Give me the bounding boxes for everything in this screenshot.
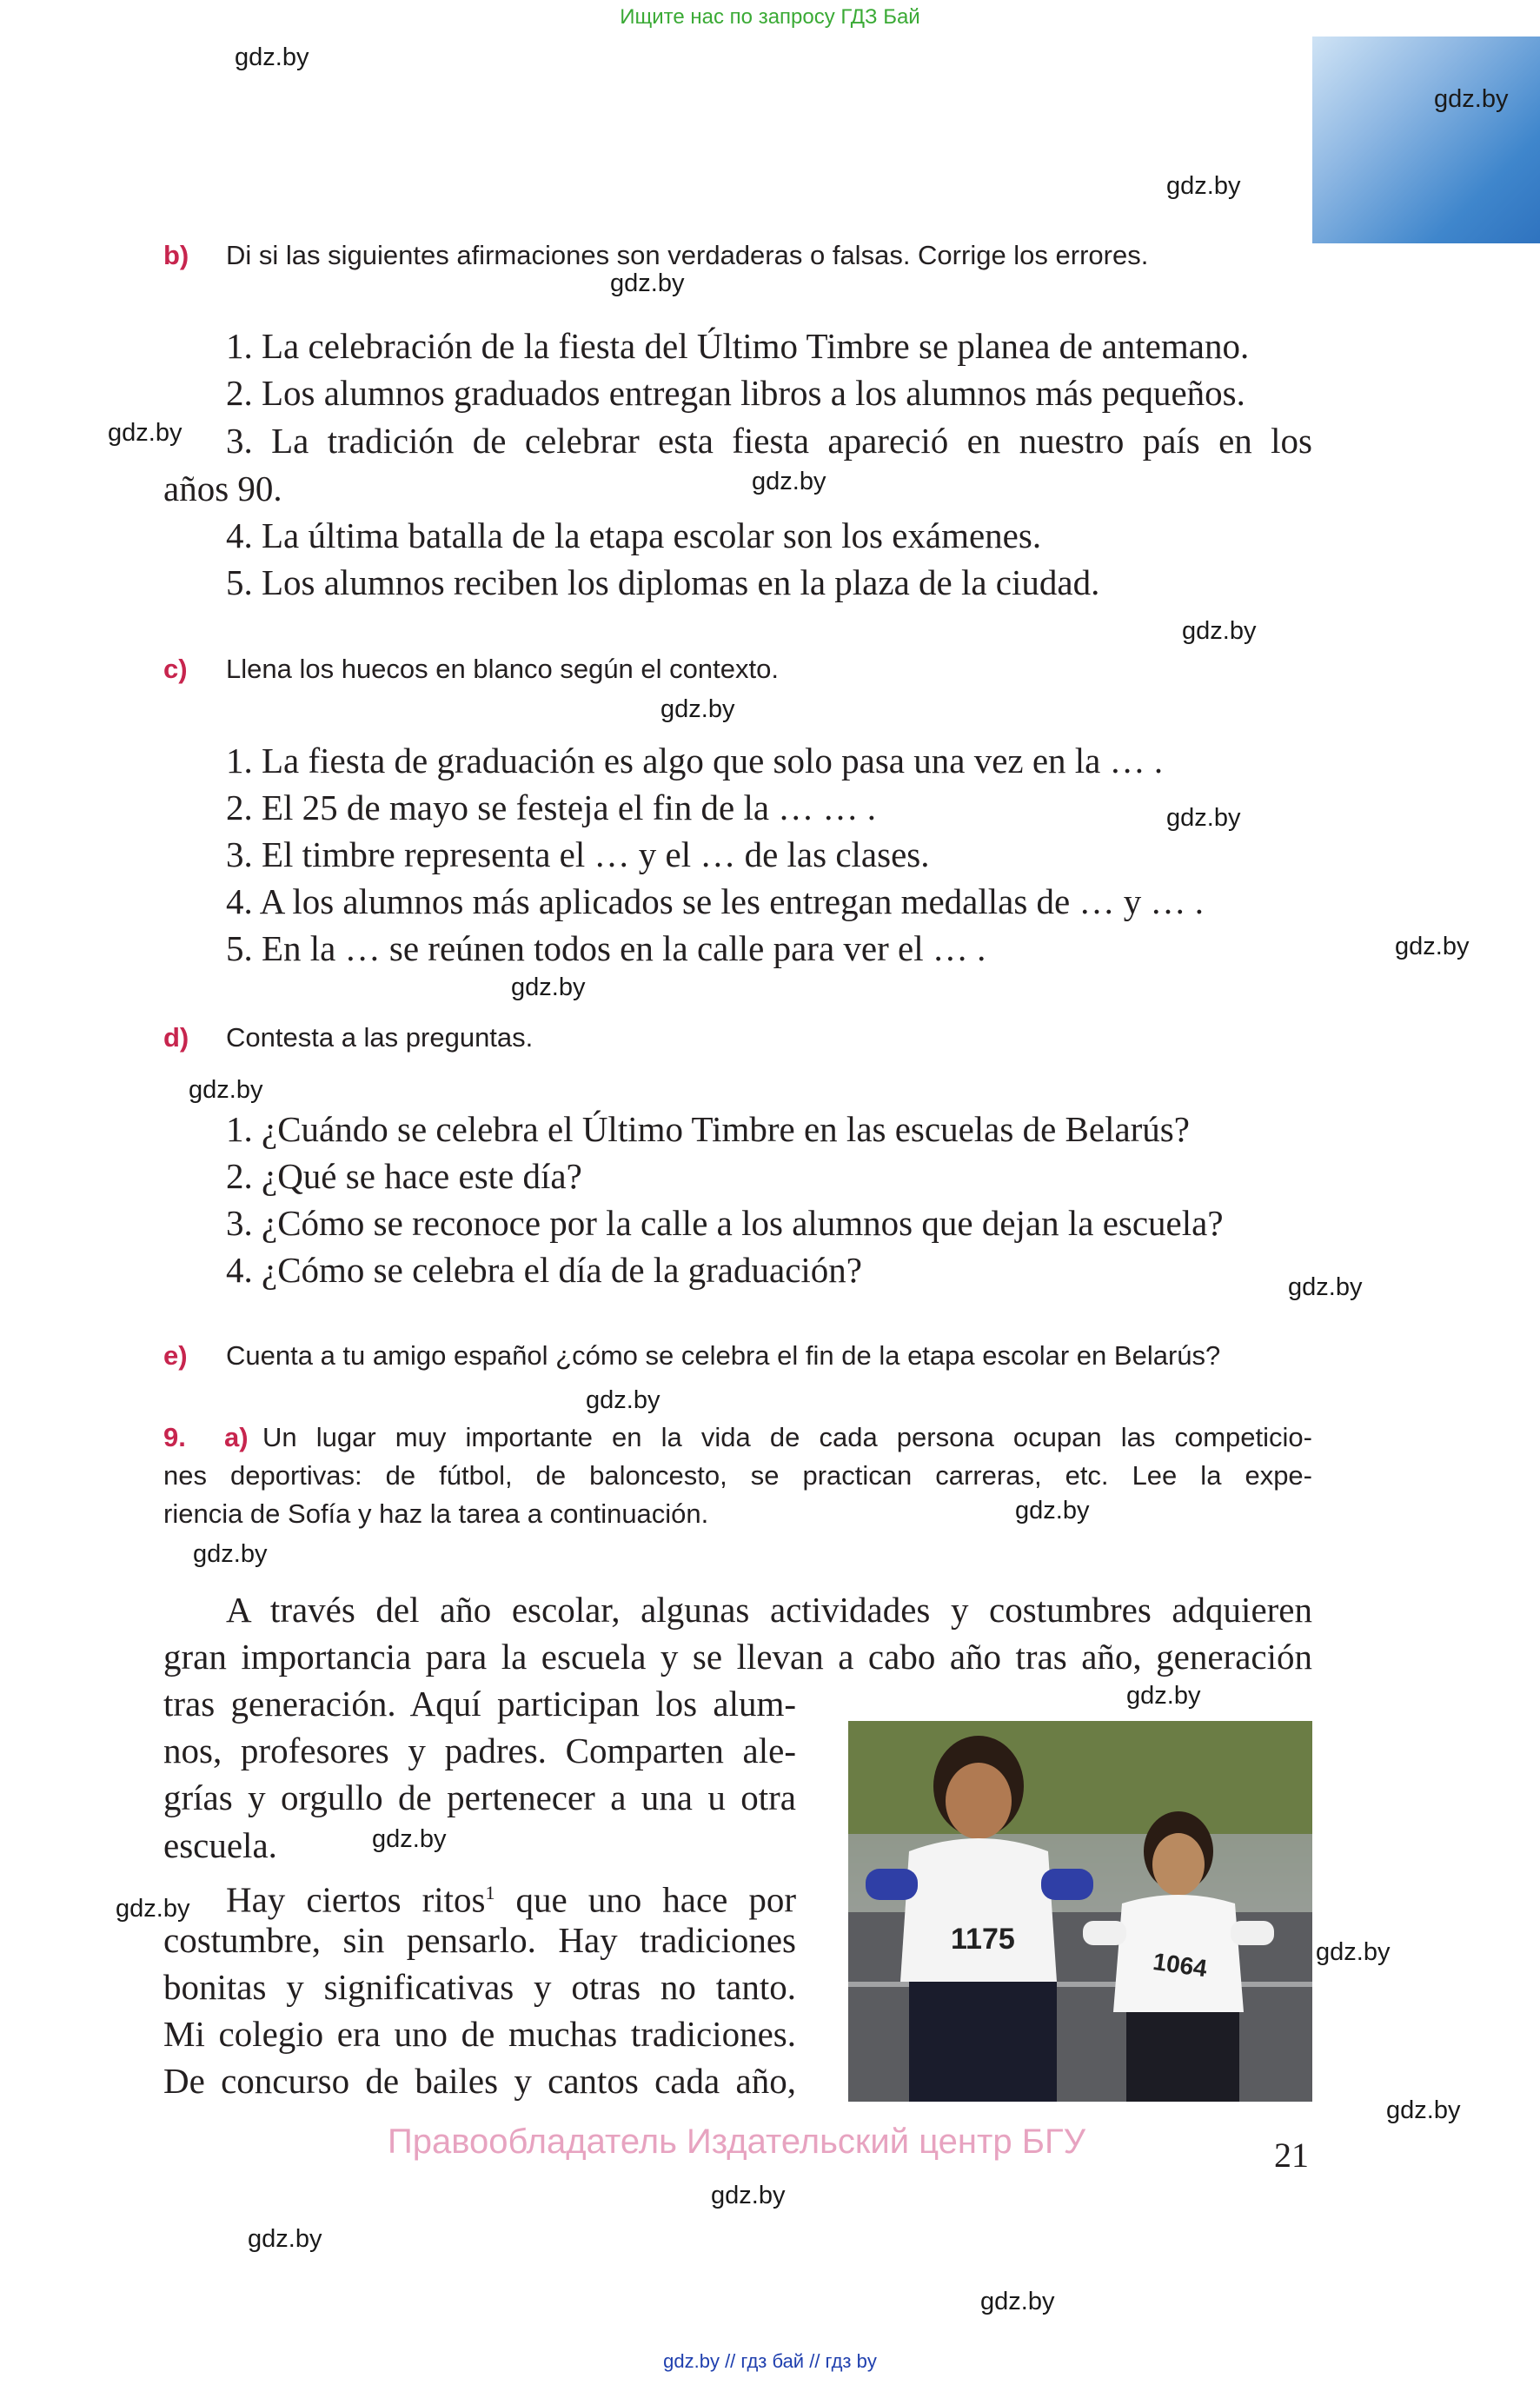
task-instruction-b: Di si las siguientes afirmaciones son verdaderas o falsas. Corrige los errores. (226, 240, 1149, 270)
reading-text-line: nos, profesores y padres. Comparten ale- (163, 1731, 796, 1770)
task-instruction-d: Contesta a las preguntas. (226, 1022, 534, 1053)
watermark: gdz.by (1386, 2096, 1461, 2124)
question-item: 1. ¿Cuándo se celebra el Último Timbre en las escuelas de Belarús? (226, 1109, 1190, 1149)
fill-blank-item: 3. El timbre representa el … y el … de las clases. (226, 834, 930, 874)
watermark: gdz.by (511, 973, 586, 1001)
watermark: gdz.by (752, 468, 826, 495)
watermark: gdz.by (1288, 1273, 1363, 1301)
watermark: gdz.by (372, 1825, 447, 1853)
watermark: gdz.by (189, 1076, 263, 1104)
corner-decoration (1312, 37, 1540, 243)
fill-blank-item: 5. En la … se reúnen todos en la calle para ver el … . (226, 928, 986, 968)
question-item: 4. ¿Cómo se celebra el día de la graduación? (226, 1250, 862, 1290)
task-instruction-c: Llena los huecos en blanco según el contexto. (226, 654, 779, 684)
section-letter-c: c) (163, 654, 188, 684)
watermark: gdz.by (116, 1895, 190, 1923)
runners-illustration (848, 1721, 1312, 2102)
runners-photo (848, 1721, 1312, 2102)
reading-text-line: bonitas y significativas y otras no tanto. (163, 1967, 796, 2007)
fill-blank-item: 2. El 25 de mayo se festeja el fin de la … … . (226, 787, 877, 827)
reading-text-line: A través del año escolar, algunas actividades y costumbres adquieren (226, 1590, 1312, 1630)
bib-number: 1064 (1151, 1948, 1209, 1983)
watermark: gdz.by (660, 695, 735, 723)
watermark: gdz.by (193, 1540, 268, 1568)
watermark: gdz.by (1015, 1497, 1090, 1525)
reading-text-line: costumbre, sin pensarlo. Hay tradiciones (163, 1920, 796, 1960)
statement-item-continuation: años 90. (163, 468, 282, 508)
reading-text-line: De concurso de bailes y cantos cada año, (163, 2061, 796, 2101)
bib-number: 1175 (951, 1923, 1015, 1956)
exercise-letter: a) (224, 1422, 249, 1452)
watermark: gdz.by (1395, 933, 1470, 960)
watermark: gdz.by (248, 2225, 322, 2253)
watermark: gdz.by (1316, 1938, 1391, 1966)
watermark: gdz.by (610, 269, 685, 297)
statement-item: 4. La última batalla de la etapa escolar son los exámenes. (226, 515, 1042, 555)
watermark: gdz.by (711, 2182, 786, 2209)
top-banner: Ищите нас по запросу ГДЗ Бай (620, 5, 920, 29)
reading-text-fragment: que uno hace por (495, 1879, 797, 1920)
reading-text-line: Mi colegio era uno de muchas tradiciones. (163, 2014, 796, 2054)
statement-item: 5. Los alumnos reciben los diplomas en la plaza de la ciudad. (226, 562, 1100, 602)
exercise-task-line: Un lugar muy importante en la vida de cada persona ocupan las competicio- (262, 1422, 1312, 1452)
exercise-task-line: nes deportivas: de fútbol, de baloncesto, se practican carreras, etc. Lee la expe- (163, 1460, 1312, 1491)
watermark: gdz.by (1434, 85, 1509, 113)
footnote-mark: 1 (485, 1882, 495, 1903)
question-item: 2. ¿Qué se hace este día? (226, 1156, 582, 1196)
page-number: 21 (1274, 2136, 1309, 2175)
statement-item: 1. La celebración de la fiesta del Último Timbre se planea de antemano. (226, 326, 1250, 366)
watermark: gdz.by (586, 1386, 660, 1414)
watermark: gdz.by (1182, 617, 1257, 645)
section-letter-b: b) (163, 240, 189, 270)
reading-text-line: escuela. (163, 1825, 277, 1865)
watermark: gdz.by (980, 2288, 1055, 2315)
watermark: gdz.by (235, 43, 309, 71)
fill-blank-item: 4. A los alumnos más aplicados se les entregan medallas de … y … . (226, 881, 1204, 921)
watermark: gdz.by (108, 419, 183, 447)
reading-text-line: grías y orgullo de pertenecer a una u otra (163, 1777, 796, 1817)
reading-text-line (226, 1870, 796, 1923)
reading-text-line: tras generación. Aquí participan los alum- (163, 1684, 796, 1724)
copyright-owner: Правообладатель Издательский центр БГУ (388, 2123, 1086, 2161)
statement-item: 2. Los alumnos graduados entregan libros a los alumnos más pequeños. (226, 373, 1245, 413)
bottom-links[interactable]: gdz.by // гдз бай // гдз by (663, 2350, 877, 2372)
exercise-number: 9. (163, 1422, 186, 1452)
fill-blank-item: 1. La fiesta de graduación es algo que solo pasa una vez en la … . (226, 741, 1164, 781)
watermark: gdz.by (1166, 172, 1241, 200)
question-item: 3. ¿Cómo se reconoce por la calle a los alumnos que dejan la escuela? (226, 1203, 1224, 1243)
reading-text-line: gran importancia para la escuela y se llevan a cabo año tras año, generación (163, 1637, 1312, 1677)
section-letter-d: d) (163, 1022, 189, 1053)
exercise-task-line: riencia de Sofía y haz la tarea a continuación. (163, 1498, 709, 1529)
watermark: gdz.by (1126, 1682, 1201, 1710)
section-letter-e: e) (163, 1340, 188, 1371)
reading-text-fragment: Hay ciertos ritos (226, 1879, 486, 1920)
statement-item: 3. La tradición de celebrar esta fiesta apareció en nuestro país en los (226, 421, 1312, 461)
task-instruction-e: Cuenta a tu amigo español ¿cómo se celebra el fin de la etapa escolar en Belarús? (226, 1340, 1221, 1371)
watermark: gdz.by (1166, 804, 1241, 832)
